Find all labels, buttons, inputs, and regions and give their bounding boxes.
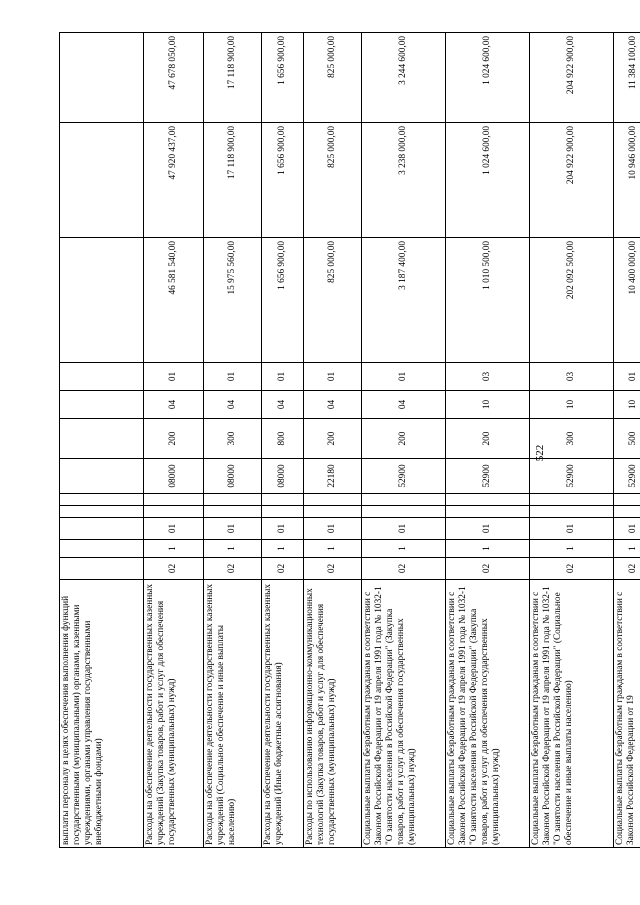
subprogram-code-cell: 1 xyxy=(304,540,362,558)
event-code-cell: 01 xyxy=(362,518,446,540)
expense-type-cell: 200 xyxy=(304,419,362,459)
event-code-cell: 01 xyxy=(262,518,304,540)
event-code-cell: 01 xyxy=(144,518,204,540)
table-row xyxy=(304,33,362,848)
amount-year1-cell: 15 975 560,00 xyxy=(204,238,262,363)
empty-code-cell xyxy=(362,506,446,518)
program-code-cell: 02 xyxy=(614,558,640,580)
direction-code-cell: 52900 xyxy=(614,459,640,494)
amount-year3-cell: 17 118 900,00 xyxy=(204,33,262,123)
empty-code-cell xyxy=(304,506,362,518)
event-code-cell xyxy=(60,518,144,540)
subprogram-code-cell: 1 xyxy=(144,540,204,558)
program-code-cell: 02 xyxy=(262,558,304,580)
subsection-code-cell: 01 xyxy=(362,363,446,391)
expense-type-cell: 200 xyxy=(362,419,446,459)
subsection-code-cell: 03 xyxy=(446,363,530,391)
amount-year2-cell xyxy=(60,123,144,238)
program-code-cell: 02 xyxy=(144,558,204,580)
empty-code-cell xyxy=(530,506,614,518)
empty-code-cell xyxy=(530,494,614,506)
subsection-code-cell: 01 xyxy=(614,363,640,391)
budget-table-container xyxy=(59,33,638,848)
table-row xyxy=(60,33,144,848)
empty-code-cell xyxy=(262,494,304,506)
row-name-cell: Социальные выплаты безработным гражданам в соответствии с Законом Российской Федерации от 19 xyxy=(614,580,640,848)
section-code-cell: 10 xyxy=(530,391,614,419)
amount-year2-cell: 204 922 900,00 xyxy=(530,123,614,238)
empty-code-cell xyxy=(446,494,530,506)
expense-type-cell: 500 xyxy=(614,419,640,459)
empty-code-cell xyxy=(362,494,446,506)
row-name-cell: Расходы на обеспечение деятельности государственных казенных учреждений (Социальное обеспечение и иные выплаты населению) xyxy=(204,580,262,848)
expense-type-cell: 200 xyxy=(144,419,204,459)
table-row xyxy=(204,33,262,848)
program-code-cell: 02 xyxy=(304,558,362,580)
amount-year3-cell: 47 678 050,00 xyxy=(144,33,204,123)
amount-year3-cell: 825 000,00 xyxy=(304,33,362,123)
amount-year2-cell: 1 024 600,00 xyxy=(446,123,530,238)
amount-year3-cell xyxy=(60,33,144,123)
amount-year1-cell xyxy=(60,238,144,363)
table-row xyxy=(144,33,204,848)
empty-code-cell xyxy=(60,506,144,518)
amount-year1-cell: 10 400 000,00 xyxy=(614,238,640,363)
expense-type-cell xyxy=(60,419,144,459)
amount-year1-cell: 1 656 900,00 xyxy=(262,238,304,363)
section-code-cell: 04 xyxy=(362,391,446,419)
section-code-cell: 04 xyxy=(204,391,262,419)
section-code-cell xyxy=(60,391,144,419)
event-code-cell: 01 xyxy=(446,518,530,540)
direction-code-cell: 52900 xyxy=(446,459,530,494)
section-code-cell: 04 xyxy=(304,391,362,419)
amount-year2-cell: 10 946 000,00 xyxy=(614,123,640,238)
row-name-cell: Расходы на обеспечение деятельности государственных казенных учреждений (Иные бюджетные ассигнования) xyxy=(262,580,304,848)
empty-code-cell xyxy=(144,506,204,518)
row-name-cell: Социальные выплаты безработным гражданам в соответствии с Законом Российской Федерации от 19 апреля 1991 года № 1032-1 "О занятости населения в Российской Федерации" (Закупка товаров, работ и услуг для обеспечения государственных (муниципальных) нужд) xyxy=(362,580,446,848)
empty-code-cell xyxy=(614,494,640,506)
direction-code-cell: 08000 xyxy=(262,459,304,494)
page-number: 522 xyxy=(534,444,546,462)
amount-year3-cell: 1 024 600,00 xyxy=(446,33,530,123)
subprogram-code-cell: 1 xyxy=(204,540,262,558)
amount-year2-cell: 17 118 900,00 xyxy=(204,123,262,238)
program-code-cell: 02 xyxy=(204,558,262,580)
section-code-cell: 10 xyxy=(446,391,530,419)
expense-type-cell: 800 xyxy=(262,419,304,459)
amount-year3-cell: 3 244 600,00 xyxy=(362,33,446,123)
direction-code-cell: 22180 xyxy=(304,459,362,494)
program-code-cell xyxy=(60,558,144,580)
amount-year2-cell: 825 000,00 xyxy=(304,123,362,238)
program-code-cell: 02 xyxy=(446,558,530,580)
subsection-code-cell: 01 xyxy=(204,363,262,391)
table-row xyxy=(614,33,640,848)
program-code-cell: 02 xyxy=(530,558,614,580)
empty-code-cell xyxy=(60,494,144,506)
direction-code-cell: 52900 xyxy=(362,459,446,494)
event-code-cell: 01 xyxy=(614,518,640,540)
row-name-cell: Расходы по использованию информационно-коммуникационных технологий (Закупка товаров, работ и услуг для обеспечения государственных (муниципальных) нужд) xyxy=(304,580,362,848)
table-row xyxy=(262,33,304,848)
row-name-cell: Социальные выплаты безработным гражданам в соответствии с Законом Российской Федерации от 19 апреля 1991 года № 1032-1 "О занятости населения в Российской Федерации" (Закупка товаров, работ и услуг для обеспечения государственных (муниципальных) нужд) xyxy=(446,580,530,848)
subsection-code-cell: 01 xyxy=(304,363,362,391)
amount-year2-cell: 1 656 900,00 xyxy=(262,123,304,238)
amount-year1-cell: 3 187 400,00 xyxy=(362,238,446,363)
event-code-cell: 01 xyxy=(530,518,614,540)
subprogram-code-cell: 1 xyxy=(530,540,614,558)
amount-year3-cell: 1 656 900,00 xyxy=(262,33,304,123)
row-name-cell: Расходы на обеспечение деятельности государственных казенных учреждений (Закупка товаров, работ и услуг для обеспечения государственных (муниципальных) нужд) xyxy=(144,580,204,848)
program-code-cell: 02 xyxy=(362,558,446,580)
section-code-cell: 04 xyxy=(144,391,204,419)
empty-code-cell xyxy=(204,506,262,518)
amount-year2-cell: 47 920 437,00 xyxy=(144,123,204,238)
empty-code-cell xyxy=(614,506,640,518)
subsection-code-cell: 01 xyxy=(262,363,304,391)
amount-year1-cell: 202 092 500,00 xyxy=(530,238,614,363)
table-row xyxy=(530,33,614,848)
amount-year2-cell: 3 238 000,00 xyxy=(362,123,446,238)
empty-code-cell xyxy=(262,506,304,518)
row-name-cell: выплаты персоналу в целях обеспечения выполнения функций государственными (муниципальными) органами, казенными учреждениями, органами управления государственными внебюджетными фондами) xyxy=(60,580,144,848)
subsection-code-cell: 03 xyxy=(530,363,614,391)
table-body xyxy=(60,33,640,848)
budget-table xyxy=(59,32,640,848)
event-code-cell: 01 xyxy=(304,518,362,540)
empty-code-cell xyxy=(204,494,262,506)
direction-code-cell: 52900 xyxy=(530,459,614,494)
amount-year3-cell: 204 922 900,00 xyxy=(530,33,614,123)
expense-type-cell: 300 xyxy=(530,419,614,459)
expense-type-cell: 300 xyxy=(204,419,262,459)
row-name-cell: Социальные выплаты безработным гражданам в соответствии с Законом Российской Федерации от 19 апреля 1991 года № 1032-1 "О занятости населения в Российской Федерации" (Социальное обеспечение и иные выплаты населению) xyxy=(530,580,614,848)
table-row xyxy=(446,33,530,848)
subsection-code-cell: 01 xyxy=(144,363,204,391)
section-code-cell: 04 xyxy=(262,391,304,419)
subsection-code-cell xyxy=(60,363,144,391)
direction-code-cell xyxy=(60,459,144,494)
direction-code-cell: 08000 xyxy=(144,459,204,494)
subprogram-code-cell: 1 xyxy=(446,540,530,558)
amount-year3-cell: 11 384 100,00 xyxy=(614,33,640,123)
subprogram-code-cell: 1 xyxy=(262,540,304,558)
direction-code-cell: 08000 xyxy=(204,459,262,494)
subprogram-code-cell: 1 xyxy=(614,540,640,558)
expense-type-cell: 200 xyxy=(446,419,530,459)
empty-code-cell xyxy=(446,506,530,518)
section-code-cell: 10 xyxy=(614,391,640,419)
empty-code-cell xyxy=(304,494,362,506)
amount-year1-cell: 825 000,00 xyxy=(304,238,362,363)
table-row xyxy=(362,33,446,848)
amount-year1-cell: 46 581 540,00 xyxy=(144,238,204,363)
event-code-cell: 01 xyxy=(204,518,262,540)
subprogram-code-cell xyxy=(60,540,144,558)
empty-code-cell xyxy=(144,494,204,506)
subprogram-code-cell: 1 xyxy=(362,540,446,558)
amount-year1-cell: 1 010 500,00 xyxy=(446,238,530,363)
